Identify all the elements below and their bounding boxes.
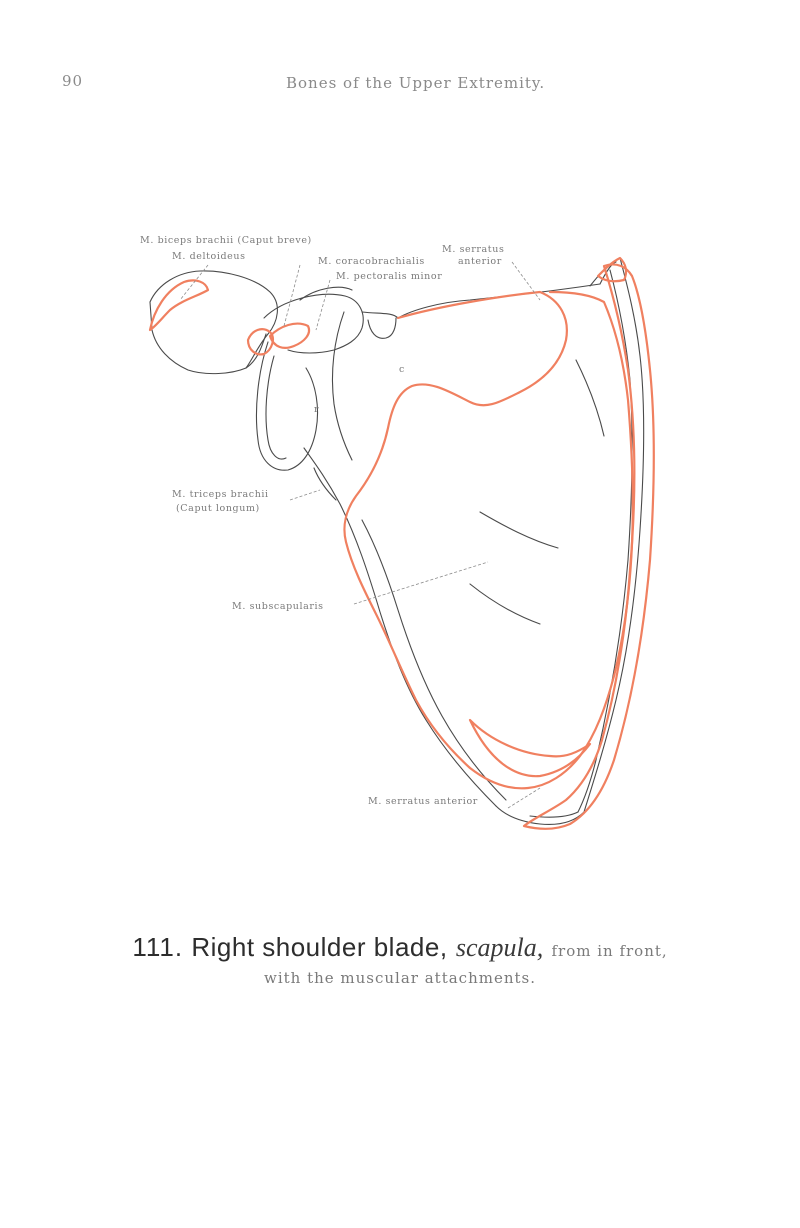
label-serratus-top-1: M. serratus <box>442 244 505 255</box>
leader-lines <box>180 262 540 808</box>
bone-outline <box>150 258 644 825</box>
label-coracobrachialis: M. coracobrachialis <box>318 256 425 267</box>
label-serratus-top-2: anterior <box>458 256 502 267</box>
page-number: 90 <box>62 72 84 90</box>
caption-title: Right shoulder blade, <box>191 932 448 962</box>
figure-caption <box>0 930 800 988</box>
running-head: Bones of the Upper Extremity. <box>286 74 546 92</box>
label-subscapularis: M. subscapularis <box>232 601 324 612</box>
label-biceps: M. biceps brachii (Caput breve) <box>140 235 312 246</box>
label-mark-c: c <box>399 364 405 375</box>
caption-line2: with the muscular attachments. <box>263 969 536 988</box>
label-deltoideus: M. deltoideus <box>172 251 246 262</box>
label-serratus-bottom: M. serratus anterior <box>368 796 478 807</box>
label-triceps-2: (Caput longum) <box>176 503 260 514</box>
label-triceps-1: M. triceps brachii <box>172 489 269 500</box>
muscle-attachments <box>150 258 654 829</box>
caption-number: 111. <box>132 932 184 962</box>
label-mark-r: r <box>314 404 320 415</box>
label-pectoralis: M. pectoralis minor <box>336 271 443 282</box>
caption-rest: from in front, <box>551 942 668 960</box>
caption-latin: scapula, <box>455 933 544 962</box>
